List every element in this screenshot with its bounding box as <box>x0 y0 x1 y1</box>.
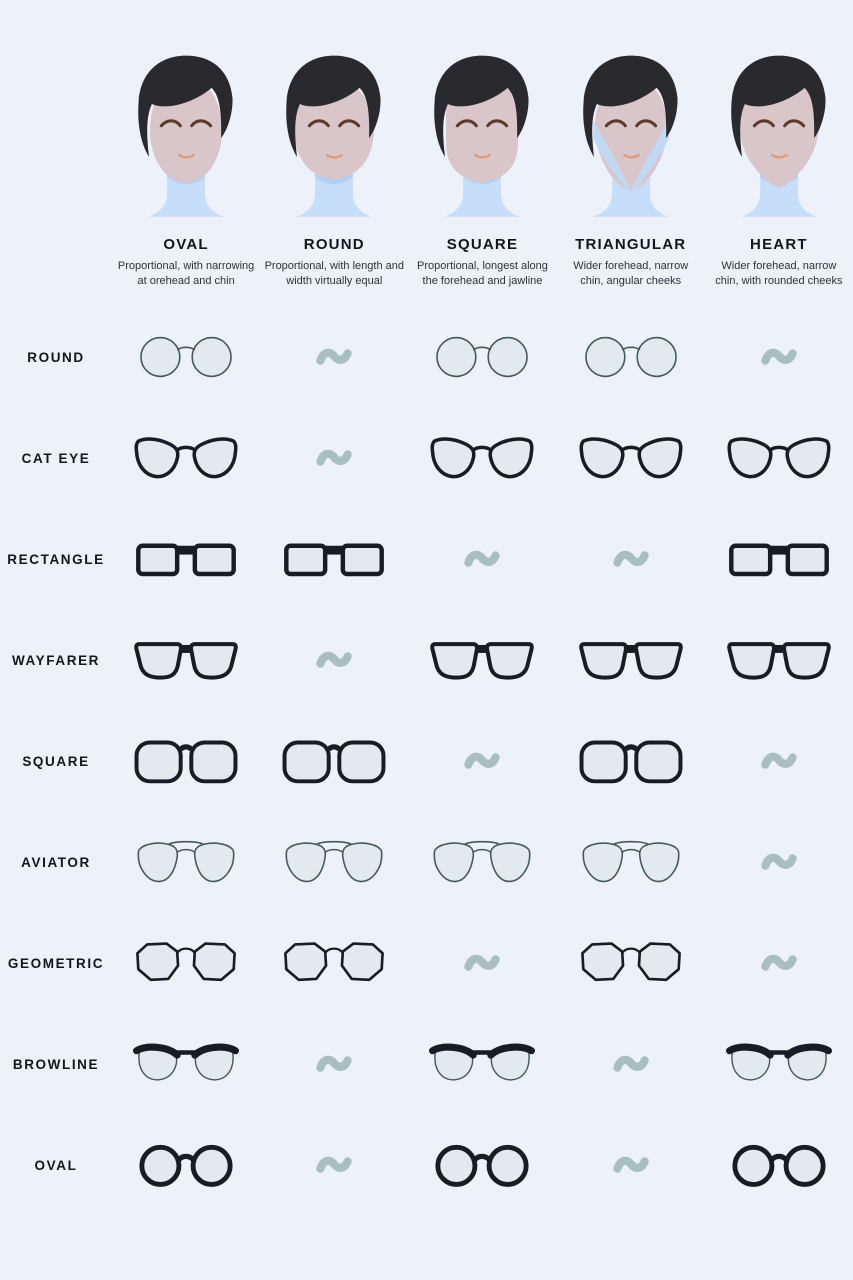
not-suitable-tilde-icon <box>557 1014 705 1115</box>
glasses-style-label: WAYFARER <box>11 652 101 668</box>
glasses-style-label: OVAL <box>34 1157 78 1173</box>
glasses-icon-wayfarer <box>408 610 556 711</box>
matrix-row-geometric <box>0 913 853 1014</box>
face-shape-description: Wider forehead, narrow chin, with rounded cheeks <box>715 260 843 287</box>
glasses-style-label: SQUARE <box>22 753 90 769</box>
glasses-style-label: AVIATOR <box>21 854 91 870</box>
matrix-row-wayfarer <box>0 610 853 711</box>
header-label-spacer <box>0 50 112 289</box>
glasses-style-label: CAT EYE <box>21 450 91 466</box>
not-suitable-tilde-icon <box>705 711 853 812</box>
not-suitable-tilde-icon <box>260 408 408 509</box>
matrix-row-cateye <box>0 408 853 509</box>
face-shape-description: Proportional, longest along the forehead and jawline <box>417 260 548 287</box>
matrix-row-aviator <box>0 812 853 913</box>
face-shape-description: Proportional, with narrowing at orehead and chin <box>117 260 255 287</box>
glasses-icon-cateye <box>705 408 853 509</box>
glasses-icon-oval <box>408 1115 556 1216</box>
not-suitable-tilde-icon <box>408 913 556 1014</box>
face-shapes-header <box>0 0 853 289</box>
glasses-icon-browline <box>112 1014 260 1115</box>
face-column-heart <box>705 50 853 289</box>
glasses-icon-rectangle <box>705 509 853 610</box>
glasses-icon-cateye <box>112 408 260 509</box>
face-shape-name: SQUARE <box>446 236 519 253</box>
not-suitable-tilde-icon <box>408 509 556 610</box>
face-shape-name: ROUND <box>303 236 365 253</box>
glasses-icon-cateye <box>557 408 705 509</box>
glasses-icon-geometric <box>112 913 260 1014</box>
glasses-icon-browline <box>705 1014 853 1115</box>
face-illustration-heart <box>711 50 847 230</box>
glasses-icon-cateye <box>408 408 556 509</box>
glasses-style-label: ROUND <box>27 349 85 365</box>
not-suitable-tilde-icon <box>557 1115 705 1216</box>
face-column-oval <box>112 50 260 289</box>
matrix-row-rectangle <box>0 509 853 610</box>
glasses-icon-wayfarer <box>705 610 853 711</box>
glasses-icon-rectangle <box>260 509 408 610</box>
glasses-icon-geometric <box>260 913 408 1014</box>
matrix-row-oval <box>0 1115 853 1216</box>
face-shape-name: HEART <box>750 236 808 253</box>
glasses-icon-square <box>557 711 705 812</box>
face-column-round <box>260 50 408 289</box>
compatibility-matrix <box>0 307 853 1216</box>
glasses-icon-round <box>408 307 556 408</box>
matrix-row-square <box>0 711 853 812</box>
face-shape-description: Proportional, with length and width virtually equal <box>264 260 404 287</box>
matrix-row-round <box>0 307 853 408</box>
glasses-icon-round <box>112 307 260 408</box>
face-shape-name: TRIANGULAR <box>575 236 687 253</box>
glasses-icon-wayfarer <box>112 610 260 711</box>
face-shape-description: Wider forehead, narrow chin, angular cheeks <box>573 260 689 287</box>
glasses-icon-square <box>112 711 260 812</box>
glasses-icon-geometric <box>557 913 705 1014</box>
glasses-icon-wayfarer <box>557 610 705 711</box>
glasses-icon-aviator <box>260 812 408 913</box>
not-suitable-tilde-icon <box>705 913 853 1014</box>
face-column-triangular <box>557 50 705 289</box>
not-suitable-tilde-icon <box>260 1014 408 1115</box>
not-suitable-tilde-icon <box>260 1115 408 1216</box>
matrix-row-browline <box>0 1014 853 1115</box>
glasses-icon-browline <box>408 1014 556 1115</box>
face-column-square <box>408 50 556 289</box>
glasses-icon-aviator <box>557 812 705 913</box>
not-suitable-tilde-icon <box>705 812 853 913</box>
face-illustration-square <box>414 50 550 230</box>
not-suitable-tilde-icon <box>260 610 408 711</box>
glasses-icon-oval <box>112 1115 260 1216</box>
glasses-style-label: RECTANGLE <box>7 551 105 567</box>
not-suitable-tilde-icon <box>408 711 556 812</box>
face-illustration-triangular <box>563 50 699 230</box>
glasses-style-label: GEOMETRIC <box>7 955 105 971</box>
face-shape-name: OVAL <box>163 236 209 253</box>
glasses-icon-rectangle <box>112 509 260 610</box>
face-illustration-round <box>266 50 402 230</box>
glasses-icon-aviator <box>112 812 260 913</box>
glasses-icon-oval <box>705 1115 853 1216</box>
glasses-icon-aviator <box>408 812 556 913</box>
face-illustration-oval <box>118 50 254 230</box>
not-suitable-tilde-icon <box>260 307 408 408</box>
glasses-icon-round <box>557 307 705 408</box>
glasses-style-label: BROWLINE <box>12 1056 100 1072</box>
not-suitable-tilde-icon <box>557 509 705 610</box>
not-suitable-tilde-icon <box>705 307 853 408</box>
glasses-icon-square <box>260 711 408 812</box>
